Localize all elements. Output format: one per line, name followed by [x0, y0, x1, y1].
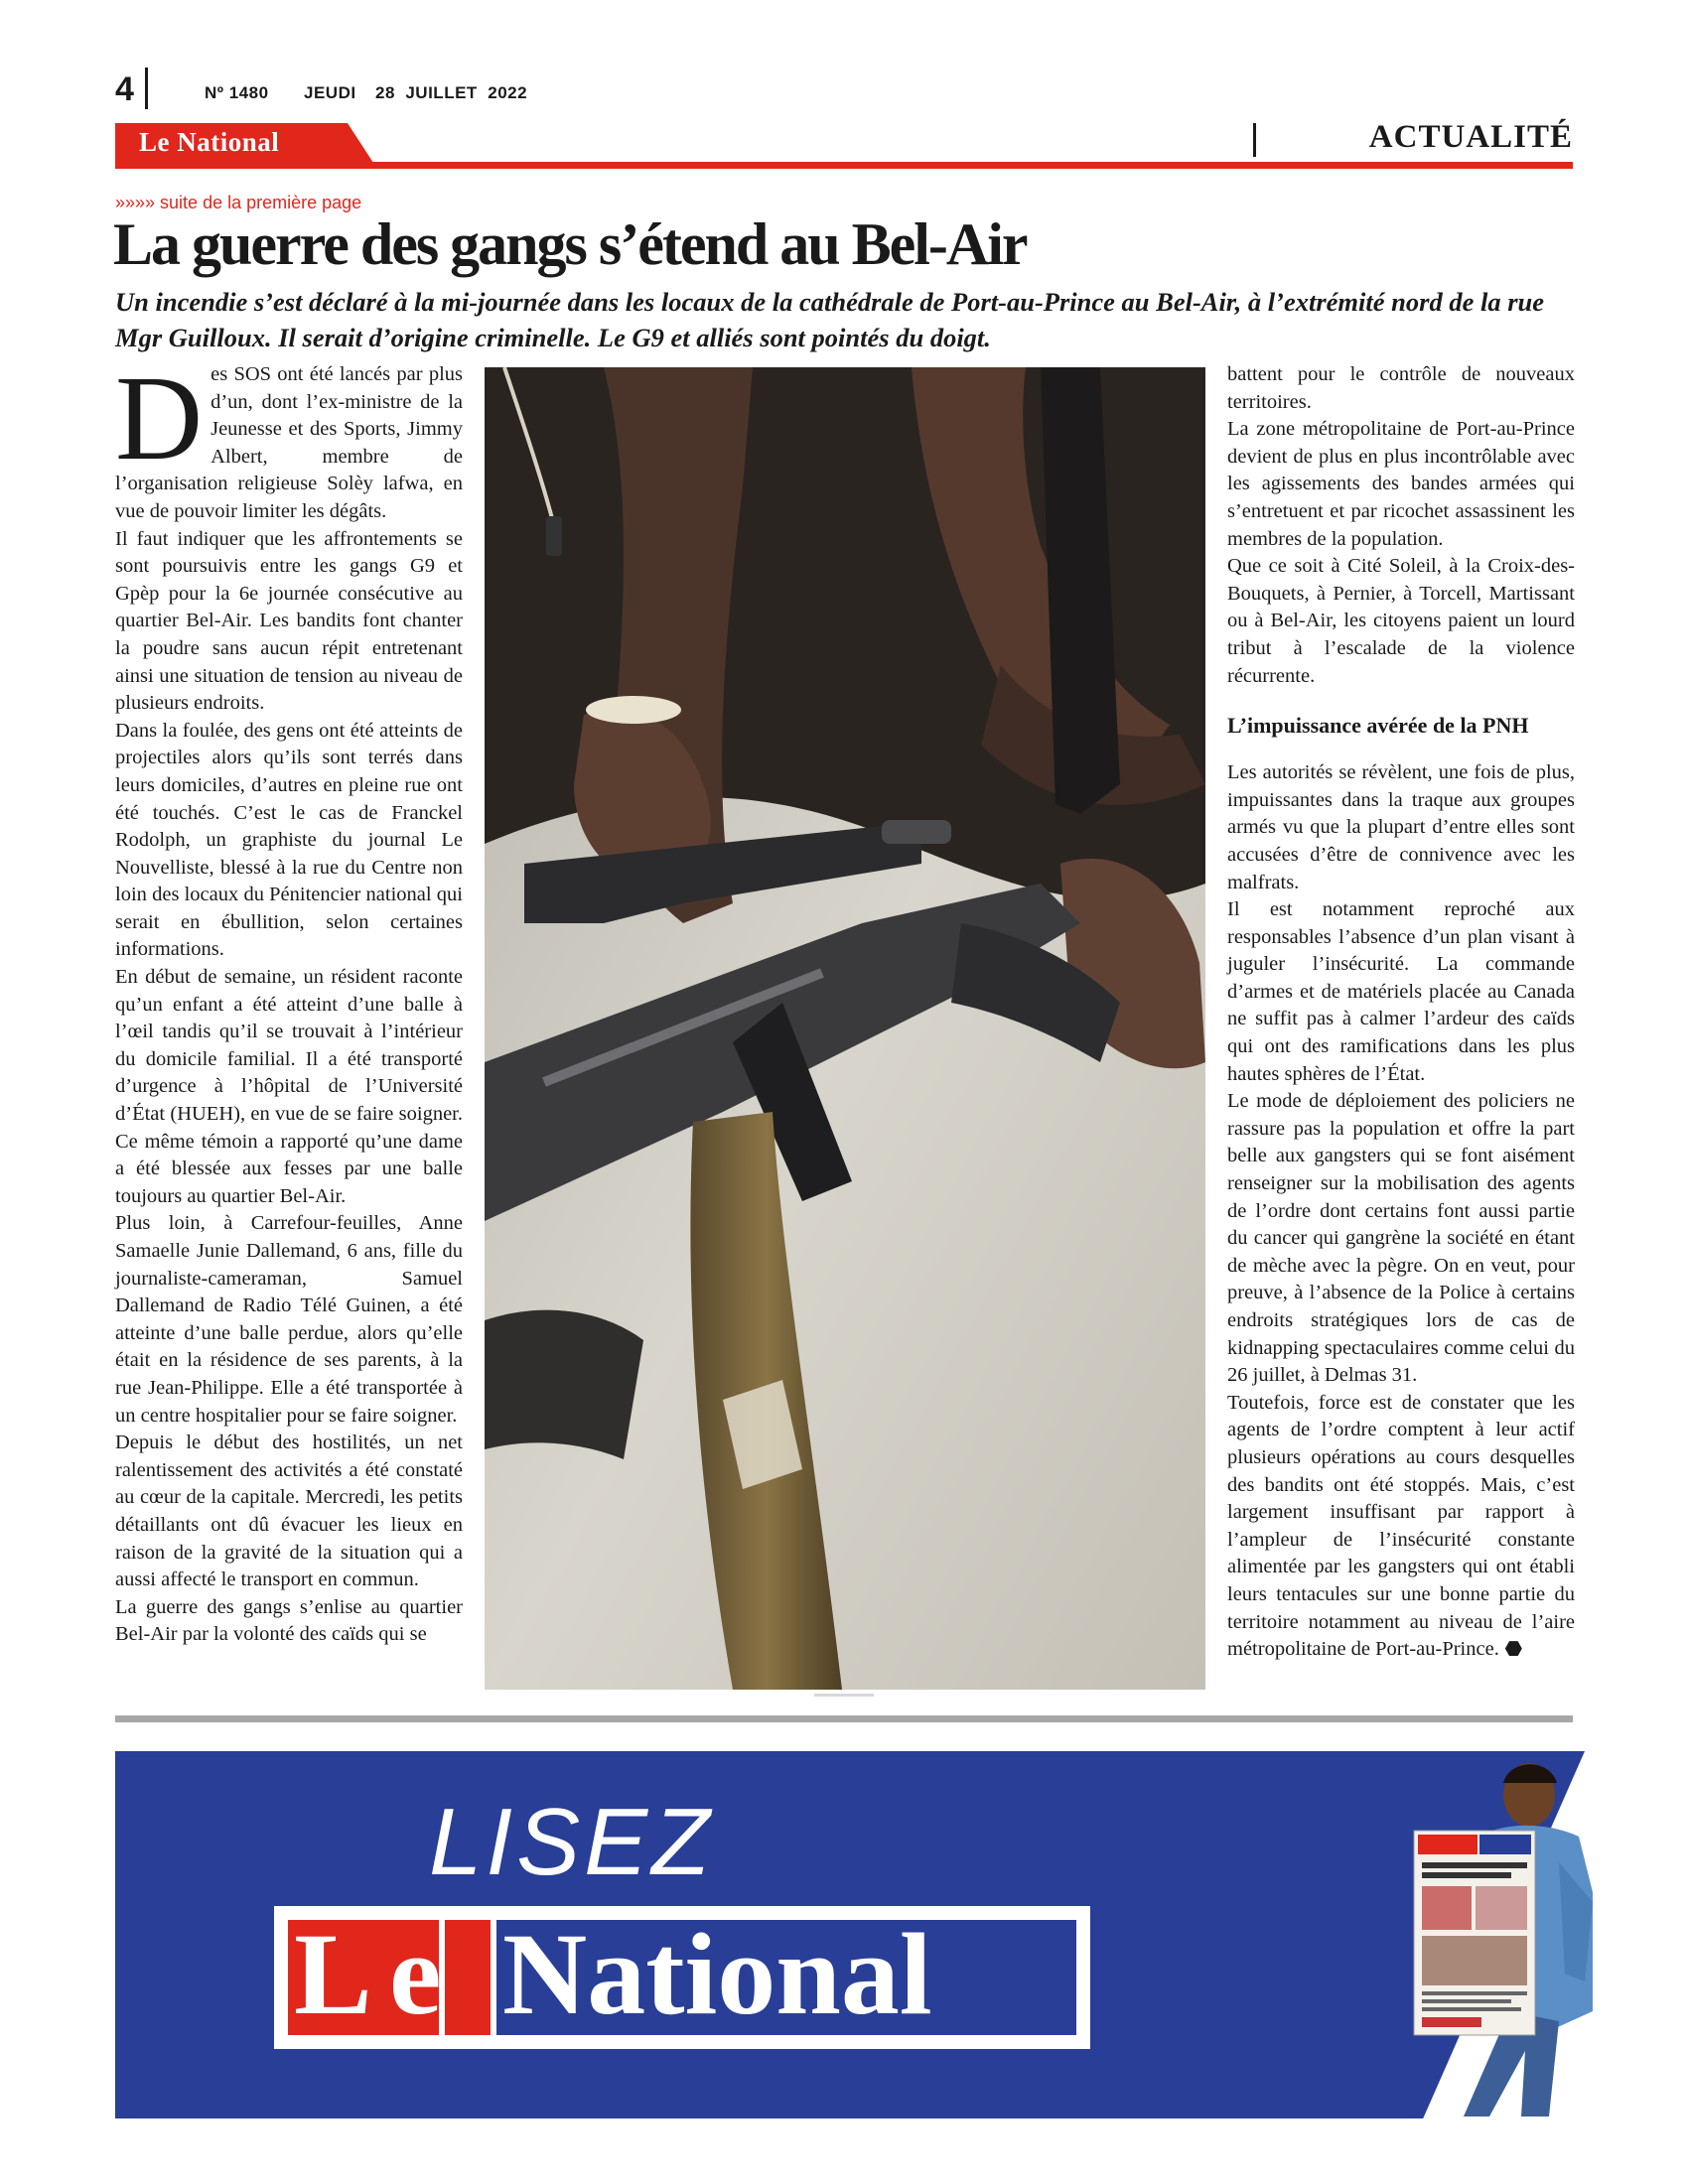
paragraph: Dans la foulée, des gens ont été atteints de projectiles alors qu’ils sont terrés dans leurs domiciles, d’autres en pleine rue ont été touchés. C’est le cas de Franckel Rodolph, un graphiste du journal Le Nouvelliste, blessé à la rue du Centre non loin des locaux du Pénitencier national qui serait en ébullition, selon certaines informations. [115, 719, 463, 961]
paragraph: La guerre des gangs s’enlise au quartier Bel-Air par la volonté des caïds qui se [115, 1595, 463, 1646]
paragraph: es SOS ont été lancés par plus d’un, dont l’ex-ministre de la Jeunesse et des Sports, Jimmy Albert, membre de l’organisation religieuse Solèy lafwa, en vue de pouvoir limiter les dégâts. [115, 363, 463, 522]
ad-logo-letter-e: e [389, 1909, 442, 2039]
paragraph: Que ce soit à Cité Soleil, à la Croix-des-Bouquets, à Pernier, à Torcell, Martissant ou à Bel-Air, les citoyens paient un lourd tribut à l’escalade de la violence récurrente. [1227, 555, 1575, 687]
headline: La guerre des gangs s’étend au Bel-Air [113, 211, 1027, 277]
issue-date: 28 JUILLET 2022 [375, 83, 528, 102]
paragraph: Les autorités se révèlent, une fois de plus, impuissantes dans la traque aux groupes armés vu que la plupart d’entre elles sont accusées d’être de connivence avec les malfrats. [1227, 761, 1575, 893]
deck: Un incendie s’est déclaré à la mi-journée dans les locaux de la cathédrale de Port-au-Prince au Bel-Air, à l’extrémité nord de la rue Mgr Guilloux. Il serait d’origine criminelle. Le G9 et alliés sont pointés du doigt. [115, 287, 1545, 352]
photo-bottom-strip [814, 1694, 874, 1697]
section-divider [1253, 123, 1256, 157]
paragraph: Plus loin, à Carrefour-feuilles, Anne Samaelle Junie Dallemand, 6 ans, fille du journaliste-cameraman, Samuel Dallemand de Radio Télé Guinen, a été atteinte d’une balle perdue, alors qu’elle était en la résidence de ses parents, à la rue Jean-Philippe. Elle a été transportée à un centre hospitalier pour se faire soigner. [115, 1212, 463, 1427]
continuation-kicker: »»»» suite de la première page [115, 193, 362, 212]
dropcap: D [115, 351, 204, 485]
paragraph: En début de semaine, un résident raconte qu’un enfant a été atteint d’une balle à l’œil tandis qu’il se trouvait à l’intérieur du domicile familial. Il a été transporté d’urgence à l’hôpital de l’Université d’État (HUEH), en vue de se faire soigner. Ce même témoin a rapporté qu’une dame a été blessée aux fesses par une balle toujours au quartier Bel-Air. [115, 966, 463, 1207]
paragraph-final [1227, 1390, 1575, 1664]
brand-name: Le National [139, 127, 280, 157]
paragraph: La zone métropolitaine de Port-au-Prince devient de plus en plus incontrôlable avec les agissements des bandes armées qui s’entretuent et par ricochet assassinent les membres de la population. [1227, 418, 1575, 550]
issue-weekday: JEUDI [304, 83, 356, 102]
paragraph: battent pour le contrôle de nouveaux territoires. [1227, 363, 1575, 413]
issue-number: Nº 1480 [205, 83, 269, 102]
page-number: 4 [115, 70, 134, 108]
paragraph: Le mode de déploiement des policiers ne rassure pas la population et offre la part belle aux gangsters qui se font aisément renseigner sur la mobilisation des agents de l’ordre dont certains font aussi partie du cancer qui gangrène la société en étant de mèche avec la pègre. On en veut, pour preuve, à l’absence de la Police à certains endroits stratégiques lors de cas de kidnapping spectaculaires comme celui du 26 juillet, à Delmas 31. [1227, 1090, 1575, 1387]
ad-logo-letter-l: L [294, 1909, 372, 2039]
paragraph-text: Toutefois, force est de constater que les agents de l’ordre comptent à leur actif plusieurs opérations au cours desquelles des bandits ont été stoppés. Mais, c’est largement insuffisant par rapport à l’ampleur de l’insécurité constante alimentée par les gangsters qui ont établi leurs tentacules sur une bonne partie du territoire notamment au niveau de l’aire métropolitaine de Port-au-Prince. [1227, 1391, 1575, 1661]
subheading: L’impuissance avérée de la PNH [1227, 713, 1529, 739]
article-column-3 [1227, 361, 1575, 1664]
page-number-divider [145, 68, 148, 109]
ad-logo-national: National [502, 1909, 932, 2039]
paragraph: Il est notamment reproché aux responsables l’absence d’un plan visant à juguler l’insécurité. La commande d’armes et de matériels placée au Canada ne suffit pas à calmer l’ardeur des caïds qui ont des ramifications dans les plus hautes sphères de l’État. [1227, 898, 1575, 1085]
article-photo [485, 367, 1205, 1690]
ad-separator-rule [115, 1715, 1573, 1722]
end-mark-icon [1505, 1641, 1522, 1656]
section-name: ACTUALITÉ [1368, 119, 1573, 155]
paragraph: Il faut indiquer que les affrontements se sont poursuivis entre les gangs G9 et Gpèp pour la 6e journée consécutive au quartier Bel-Air. Les bandits font chanter la poudre sans aucun répit entretenant ainsi une situation de tension au niveau de plusieurs endroits. [115, 527, 463, 715]
paragraph: Depuis le début des hostilités, un net ralentissement des activités a été constaté au cœur de la capitale. Mercredi, les petits détaillants ont dû évacuer les lieux en raison de la gravité de la situation qui a aussi affecté le transport en commun. [115, 1432, 463, 1591]
header-rule [115, 162, 1573, 169]
article-column-1 [115, 351, 463, 1649]
ad-man-with-newspaper [1410, 1753, 1593, 2116]
ad-tagline: LISEZ [429, 1789, 714, 1895]
